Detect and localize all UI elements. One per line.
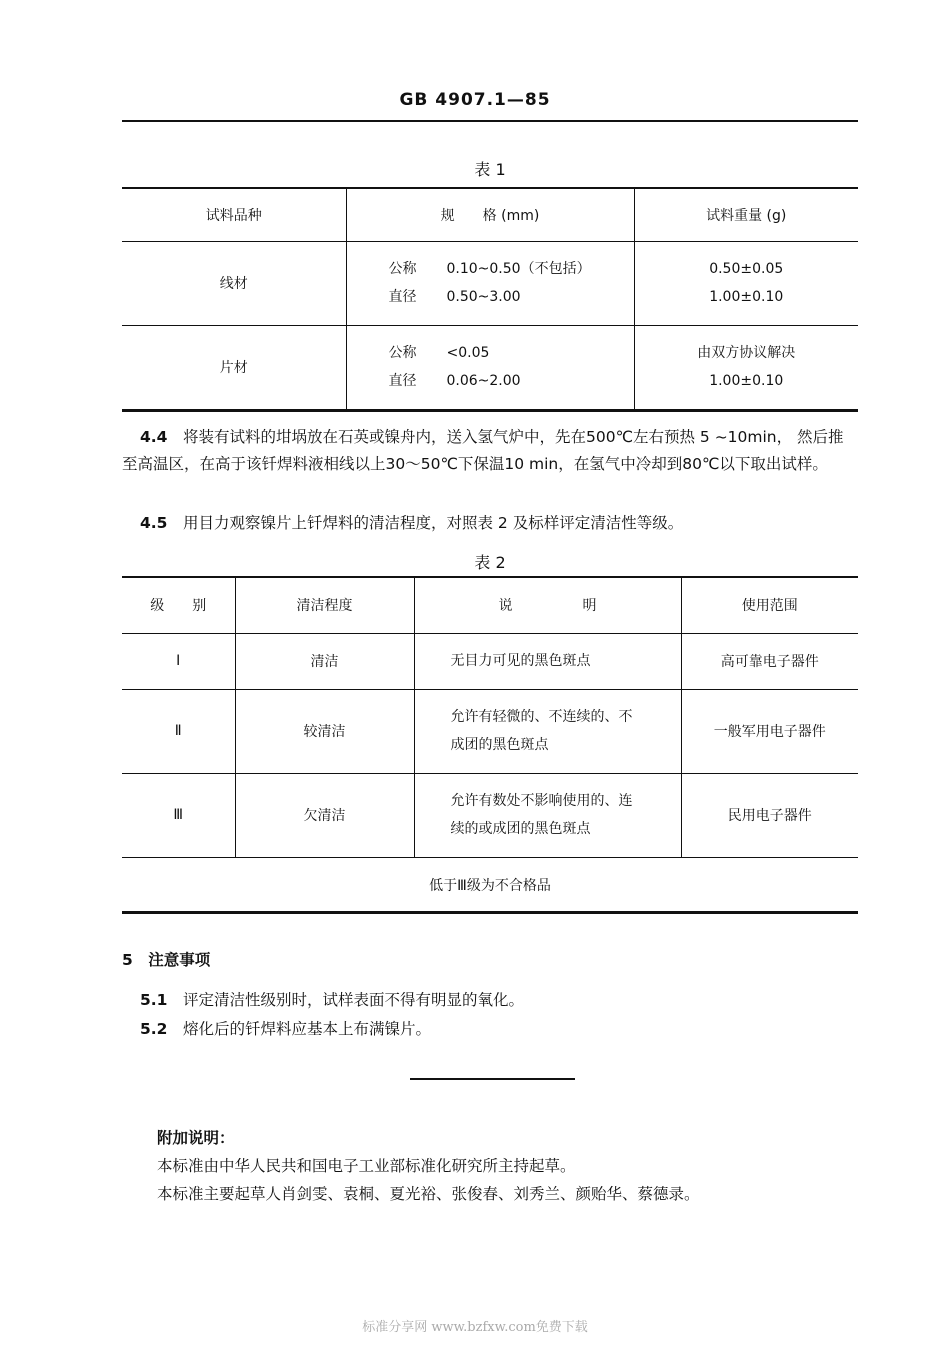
weight-value: 1.00±0.10 [709, 289, 784, 305]
spec-key: 直径 [388, 373, 417, 390]
table1-header-weight: 试料重量 (g) [634, 189, 858, 241]
clean-cell: 欠清洁 [235, 773, 414, 857]
table1-caption: 表 1 [474, 160, 506, 179]
table1-row-wire-type: 线材 [122, 241, 346, 325]
clause-4-5 [122, 510, 858, 537]
notes-line: 本标准主要起草人肖剑雯、袁桐、夏光裕、张俊春、刘秀兰、颜贻华、蔡德录。 [157, 1185, 700, 1203]
spec-value: <0.05 [446, 345, 490, 362]
clause-number: 4.4 [140, 428, 168, 446]
desc-line: 允许有数处不影响使用的、连 [450, 793, 633, 809]
table2-footnote: 低于Ⅲ级为不合格品 [429, 877, 551, 894]
desc-cell [414, 689, 681, 773]
table1-header-type: 试料品种 [122, 189, 346, 241]
spec-key: 公称 [388, 261, 417, 277]
desc-line: 成团的黑色斑点 [450, 737, 549, 753]
table2-header-grade: 级 别 [122, 578, 235, 633]
desc-line: 续的或成团的黑色斑点 [450, 821, 591, 837]
clause-5-1 [140, 988, 524, 1010]
grade-cell: Ⅲ [122, 773, 235, 857]
spec-value: 0.10~0.50（不包括） [446, 261, 591, 277]
weight-value: 0.50±0.05 [709, 261, 784, 277]
clause-text: 用目力观察镍片上钎焊料的清洁程度，对照表 2 及标样评定清洁性等级。 [182, 514, 684, 532]
notes-line: 本标准由中华人民共和国电子工业部标准化研究所主持起草。 [157, 1157, 576, 1175]
document-code: GB 4907.1—85 [399, 90, 551, 110]
table1-row-wire-spec [346, 241, 634, 325]
desc-cell [414, 633, 681, 689]
table1-row-sheet-type: 片材 [219, 360, 248, 377]
table2-header-use: 使用范围 [681, 578, 858, 633]
weight-value: 由双方协议解决 [697, 345, 796, 362]
spec-key: 直径 [388, 289, 417, 305]
clean-cell: 较清洁 [235, 689, 414, 773]
table1-header-spec: 规 格 (mm) [346, 189, 634, 241]
desc-line: 允许有轻微的、不连续的、不 [450, 709, 633, 725]
table2 [122, 578, 858, 912]
watermark: 标准分享网 www.bzfxw.com免费下载 [362, 1320, 588, 1335]
clause-text: 评定清洁性级别时，试样表面不得有明显的氧化。 [182, 991, 524, 1009]
table2-bottom-rule [122, 911, 858, 914]
use-cell: 民用电子器件 [681, 773, 858, 857]
spec-value: 0.06~2.00 [446, 373, 521, 390]
weight-value: 1.00±0.10 [709, 373, 784, 390]
spec-key: 公称 [388, 345, 417, 362]
end-rule [410, 1078, 575, 1080]
table1-row-sheet-spec [346, 325, 634, 409]
clause-number: 5.1 [140, 991, 168, 1009]
use-cell: 高可靠电子器件 [681, 633, 858, 689]
section-5-title: 5 注意事项 [122, 951, 211, 969]
clause-number: 4.5 [140, 514, 168, 532]
table1-row-sheet-weight [634, 325, 858, 409]
table2-header-desc: 说 明 [414, 578, 681, 633]
table2-header-clean: 清洁程度 [235, 578, 414, 633]
clean-cell: 清洁 [235, 633, 414, 689]
grade-cell: Ⅱ [122, 689, 235, 773]
grade-cell: I [122, 633, 235, 689]
table2-caption: 表 2 [474, 553, 506, 572]
desc-cell [414, 773, 681, 857]
clause-4-4 [122, 424, 858, 478]
use-cell: 一般军用电子器件 [681, 689, 858, 773]
table1-bottom-rule [122, 409, 858, 412]
clause-text: 将装有试料的坩埚放在石英或镍舟内，送入氢气炉中，先在500℃左右预热 5 ~10min， 然后推至高温区，在高于该钎焊料液相线以上30～50℃下保温10 min，在氢气中冷却到80℃以下取出试样。 [122, 428, 844, 473]
desc-line: 无目力可见的黑色斑点 [450, 653, 591, 669]
header-rule [122, 120, 858, 122]
notes-title: 附加说明： [157, 1129, 235, 1147]
spec-value: 0.50~3.00 [446, 289, 521, 305]
table1-row-wire-weight [634, 241, 858, 325]
clause-text: 熔化后的钎焊料应基本上布满镍片。 [182, 1020, 431, 1038]
table1 [122, 189, 858, 409]
clause-5-2 [140, 1017, 431, 1039]
clause-number: 5.2 [140, 1020, 168, 1038]
